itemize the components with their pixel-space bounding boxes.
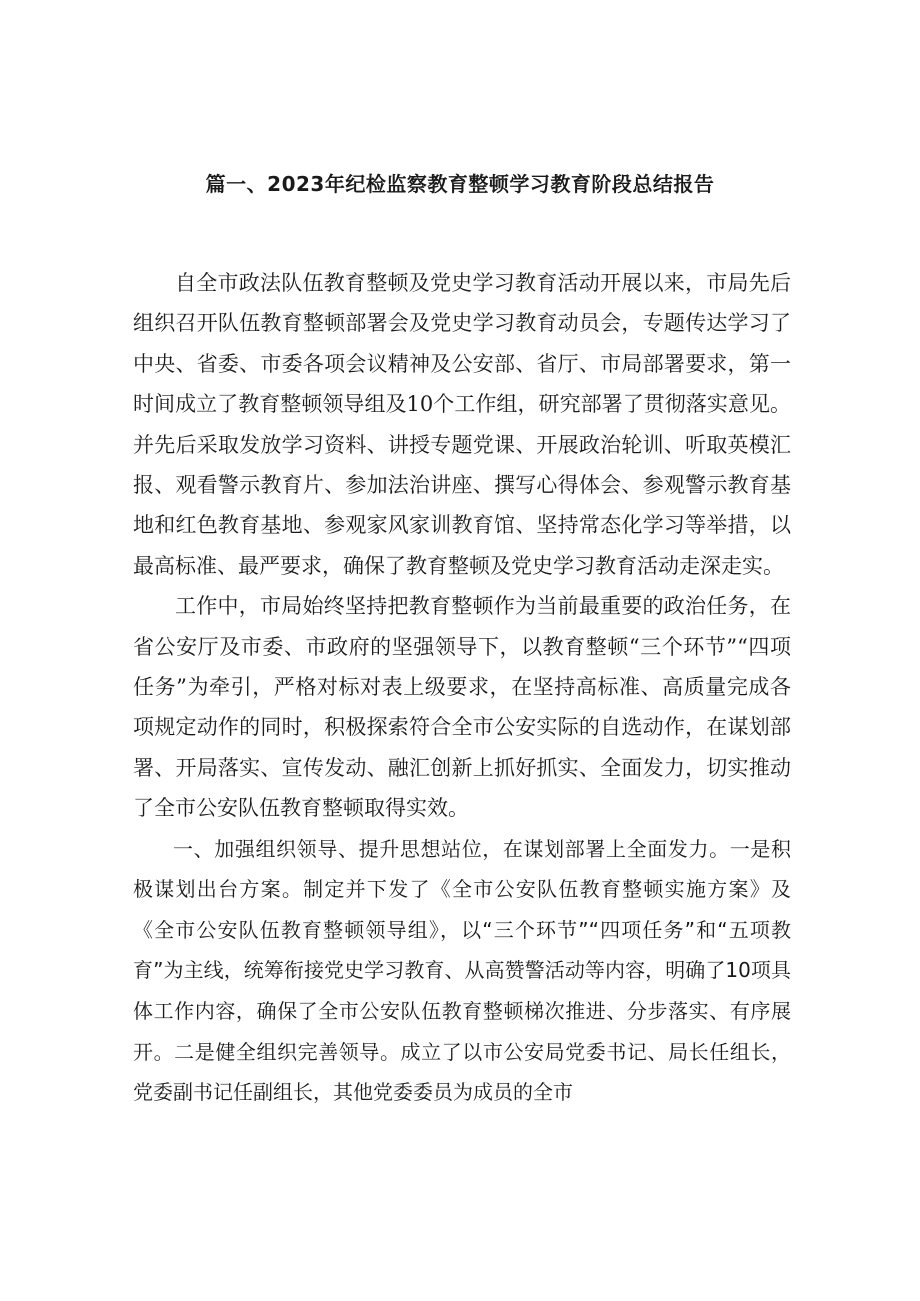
paragraph-intro: 自全市政法队伍教育整顿及党史学习教育活动开展以来，市局先后组织召开队伍教育整顿部署会及党史学习教育动员会，专题传达学习了中央、省委、市委各项会议精神及公安部、省厅、市局部署要求，第一时间成立了教育整顿领导组及10个工作组，研究部署了贯彻落实意见。并先后采取发放学习资料、讲授专题党课、开展政治轮训、听取英模汇报、观看警示教育片、参加法治讲座、撰写心得体会、参观警示教育基地和红色教育基地、参观家风家训教育馆、坚持常态化学习等举措，以最高标准、最严要求，确保了教育整顿及党史学习教育活动走深走实。 [133, 271, 791, 578]
paragraph-work: 工作中，市局始终坚持把教育整顿作为当前最重要的政治任务，在省公安厅及市委、市政府的坚强领导下，以教育整顿“三个环节”“四项任务”为牵引，严格对标对表上级要求，在坚持高标准、高质量完成各项规定动作的同时，积极探索符合全市公安实际的自选动作，在谋划部署、开局落实、宣传发动、融汇创新上抓好抓实、全面发力，切实推动了全市公安队伍教育整顿取得实效。 [133, 594, 791, 821]
document-body [133, 263, 791, 1113]
paragraph-section-one: 一、加强组织领导、提升思想站位，在谋划部署上全面发力。一是积极谋划出台方案。制定并下发了《全市公安队伍教育整顿实施方案》及《全市公安队伍教育整顿领导组》，以“三个环节”“四项任务”和“五项教育”为主线，统筹衔接党史学习教育、从高赞警活动等内容，明确了10项具体工作内容，确保了全市公安队伍教育整顿梯次推进、分步落实、有序展开。二是健全组织完善领导。成立了以市公安局党委书记、局长任组长，党委副书记任副组长，其他党委委员为成员的全市 [133, 836, 791, 1105]
document-title: 篇一、2023年纪检监察教育整顿学习教育阶段总结报告 [205, 172, 715, 196]
